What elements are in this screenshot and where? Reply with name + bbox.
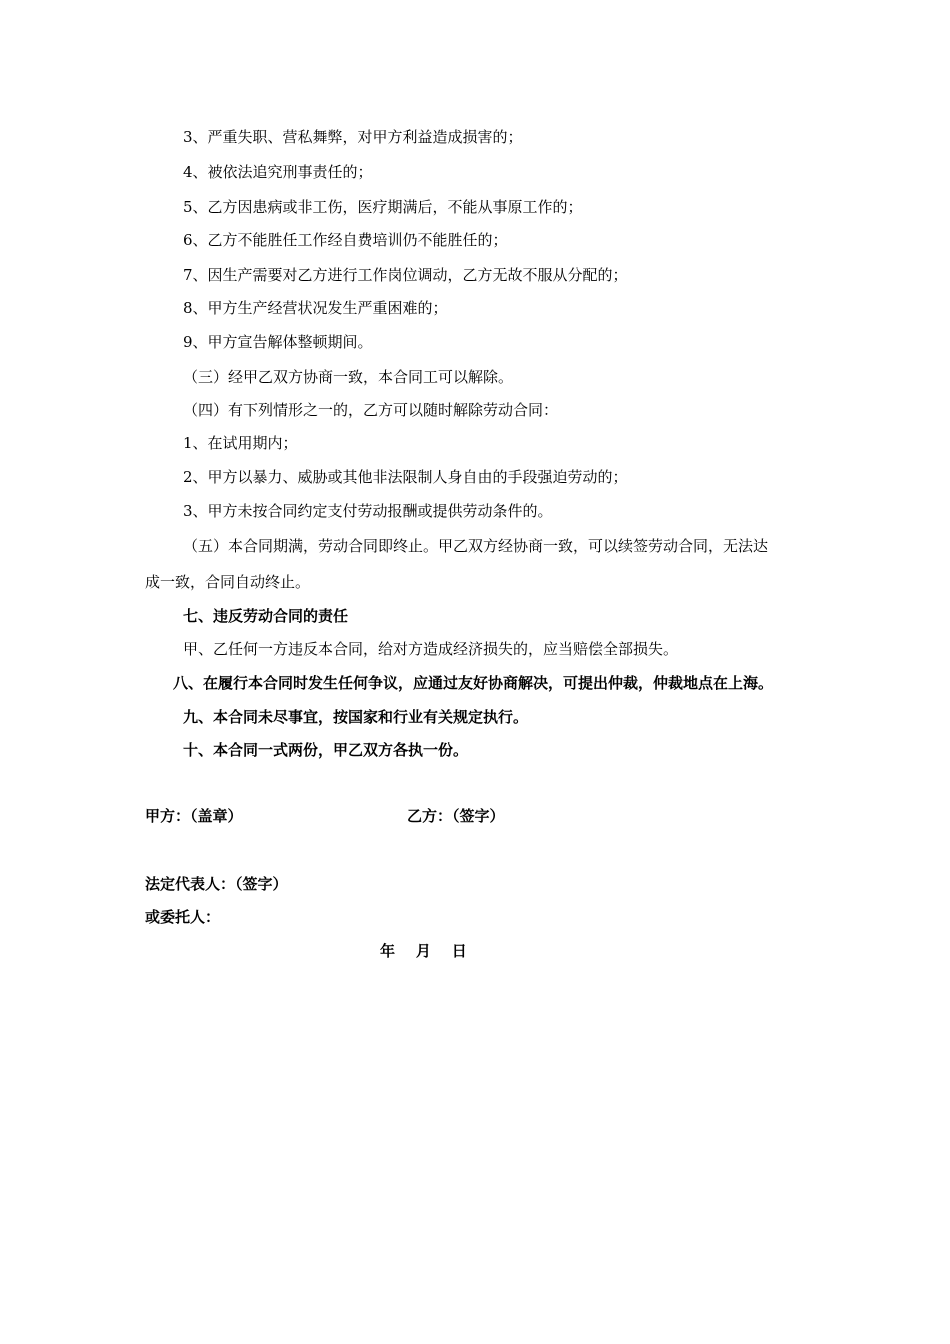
clause-four-heading: （四）有下列情形之一的，乙方可以随时解除劳动合同： bbox=[183, 401, 559, 419]
section-nine: 九、本合同未尽事宜，按国家和行业有关规定执行。 bbox=[183, 708, 529, 726]
list-item-3: 3、严重失职、营私舞弊，对甲方利益造成损害的； bbox=[183, 128, 523, 146]
signing-date: 年 月 日 bbox=[380, 942, 467, 960]
legal-representative-signature: 法定代表人：（签字） bbox=[145, 875, 288, 893]
list-item-7: 7、因生产需要对乙方进行工作岗位调动，乙方无故不服从分配的； bbox=[183, 266, 628, 284]
section-seven-heading: 七、违反劳动合同的责任 bbox=[183, 607, 349, 625]
section-ten: 十、本合同一式两份，甲乙双方各执一份。 bbox=[183, 741, 469, 759]
list-item-four-1: 1、在试用期内； bbox=[183, 434, 298, 452]
list-item-5: 5、乙方因患病或非工伤，医疗期满后，不能从事原工作的； bbox=[183, 198, 583, 216]
clause-three: （三）经甲乙双方协商一致，本合同工可以解除。 bbox=[183, 368, 514, 386]
section-seven-body: 甲、乙任何一方违反本合同，给对方造成经济损失的，应当赔偿全部损失。 bbox=[183, 640, 679, 658]
list-item-four-3: 3、甲方未按合同约定支付劳动报酬或提供劳动条件的。 bbox=[183, 502, 553, 520]
list-item-9: 9、甲方宣告解体整顿期间。 bbox=[183, 333, 373, 351]
clause-five-line1: （五）本合同期满，劳动合同即终止。甲乙双方经协商一致，可以续签劳动合同，无法达 bbox=[183, 537, 769, 555]
clause-five-line2: 成一致，合同自动终止。 bbox=[145, 573, 311, 591]
list-item-4: 4、被依法追究刑事责任的； bbox=[183, 163, 373, 181]
section-eight: 八、在履行本合同时发生任何争议，应通过友好协商解决，可提出仲裁，仲裁地点在上海。 bbox=[173, 674, 774, 692]
list-item-6: 6、乙方不能胜任工作经自费培训仍不能胜任的； bbox=[183, 231, 508, 249]
delegate-label: 或委托人： bbox=[145, 908, 221, 926]
list-item-four-2: 2、甲方以暴力、威胁或其他非法限制人身自由的手段强迫劳动的； bbox=[183, 468, 628, 486]
party-b-signature: 乙方：（签字） bbox=[407, 807, 505, 825]
party-a-seal: 甲方：（盖章） bbox=[145, 807, 243, 825]
list-item-8: 8、甲方生产经营状况发生严重困难的； bbox=[183, 299, 448, 317]
